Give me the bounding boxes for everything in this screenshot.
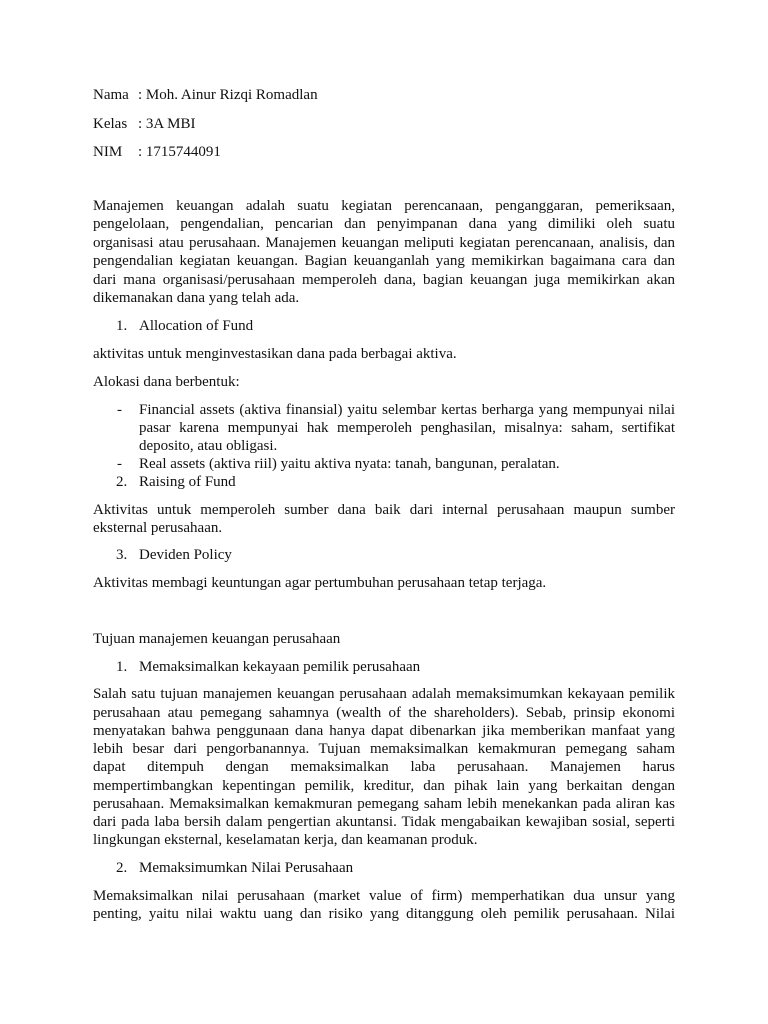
name-value: : Moh. Ainur Rizqi Romadlan (138, 87, 318, 103)
class-value: : 3A MBI (138, 116, 196, 132)
tujuan2-line: Memaksimalkan nilai perusahaan (market value of firm) memperhatikan dua unsur yang (93, 888, 675, 904)
tujuan1-line: menyatakan bahwa penggunaan dana hanya dapat dibenarkan jika memberikan manfaat yang (93, 723, 675, 739)
bullet-dash: - (117, 402, 122, 418)
intro-line: organisasi atau perusahaan. Manajemen keuangan meliputi kegiatan perencanaan, analisis, dan (93, 235, 675, 251)
item3-description: Aktivitas membagi keuntungan agar pertumbuhan perusahaan tetap terjaga. (93, 575, 547, 591)
name-label: Nama (93, 87, 129, 103)
item3-number: 3. (116, 547, 128, 563)
item1-number: 1. (116, 318, 128, 334)
nim-value: : 1715744091 (138, 144, 221, 160)
nim-label: NIM (93, 144, 123, 160)
tujuan2-line: penting, yaitu nilai waktu uang dan risiko yang ditanggung oleh pemilik perusahaan. Nilai (93, 906, 675, 922)
class-label: Kelas (93, 116, 128, 132)
item2-title: Raising of Fund (139, 474, 236, 490)
tujuan2-title: Memaksimumkan Nilai Perusahaan (139, 860, 354, 876)
tujuan1-line: perusahaan atau pemegang sahamnya (wealth of the shareholders). Sebab, prinsip ekonomi (93, 705, 675, 721)
item1-title: Allocation of Fund (139, 318, 254, 334)
bullet-line: Financial assets (aktiva finansial) yaitu selembar kertas berharga yang mempunyai nilai (139, 402, 675, 418)
tujuan1-line: dari pada laba bersih dalam pengertian akuntansi. Tidak mengabaikan kewajiban sosial, seperti (93, 814, 675, 830)
tujuan1-number: 1. (116, 659, 128, 675)
tujuan1-line: perusahaan. Memaksimalkan kemakmuran pemegang saham lebih menekankan pada aliran kas (93, 796, 675, 812)
intro-line: pengelolaan, pengendalian, pencarian dan penyimpanan dana yang dimiliki oleh suatu (93, 216, 675, 232)
tujuan1-line: mempertimbangkan kepentingan pemilik, kreditur, dan pihak lain yang berkaitan dengan (93, 778, 675, 794)
item2-description-line: Aktivitas untuk memperoleh sumber dana baik dari internal perusahaan maupun sumber (93, 502, 675, 518)
bullet-dash: - (117, 456, 122, 472)
intro-line: dari mana organisasi/perusahaan memperoleh dana, bagian keuangan juga memikirkan akan (93, 272, 675, 288)
alokasi-text: Alokasi dana berbentuk: (93, 374, 240, 390)
tujuan1-line: dapat ditempuh dengan memaksimalkan laba perusahaan. Manajemen harus (93, 759, 675, 775)
bullet-line: pasar karena mempunyai hak memperoleh penghasilan, misalnya: saham, sertifikat (139, 420, 675, 436)
intro-line: dikemanakan dana yang telah ada. (93, 290, 300, 306)
intro-line: Manajemen keuangan adalah suatu kegiatan perencanaan, penganggaran, pemeriksaan, (93, 198, 675, 214)
tujuan-heading: Tujuan manajemen keuangan perusahaan (93, 631, 341, 647)
item1-description: aktivitas untuk menginvestasikan dana pada berbagai aktiva. (93, 346, 457, 362)
item3-title: Deviden Policy (139, 547, 232, 563)
intro-line: pengendalian kegiatan keuangan. Bagian keuanganlah yang memikirkan bagaimana cara dan (93, 253, 675, 269)
item2-number: 2. (116, 474, 128, 490)
bullet-line: Real assets (aktiva riil) yaitu aktiva nyata: tanah, bangunan, peralatan. (139, 456, 560, 472)
item2-description-line: eksternal perusahaan. (93, 520, 223, 536)
tujuan1-line: lingkungan eksternal, keselamatan kerja, dan keamanan produk. (93, 832, 478, 848)
tujuan1-title: Memaksimalkan kekayaan pemilik perusahaan (139, 659, 421, 675)
tujuan1-line: lebih besar dari pengorbanannya. Tujuan memaksimalkan kemakmuran pemegang saham (93, 741, 675, 757)
tujuan1-line: Salah satu tujuan manajemen keuangan perusahaan adalah memaksimumkan kekayaan pemilik (93, 686, 675, 702)
bullet-line: deposito, atau obligasi. (139, 438, 278, 454)
tujuan2-number: 2. (116, 860, 128, 876)
